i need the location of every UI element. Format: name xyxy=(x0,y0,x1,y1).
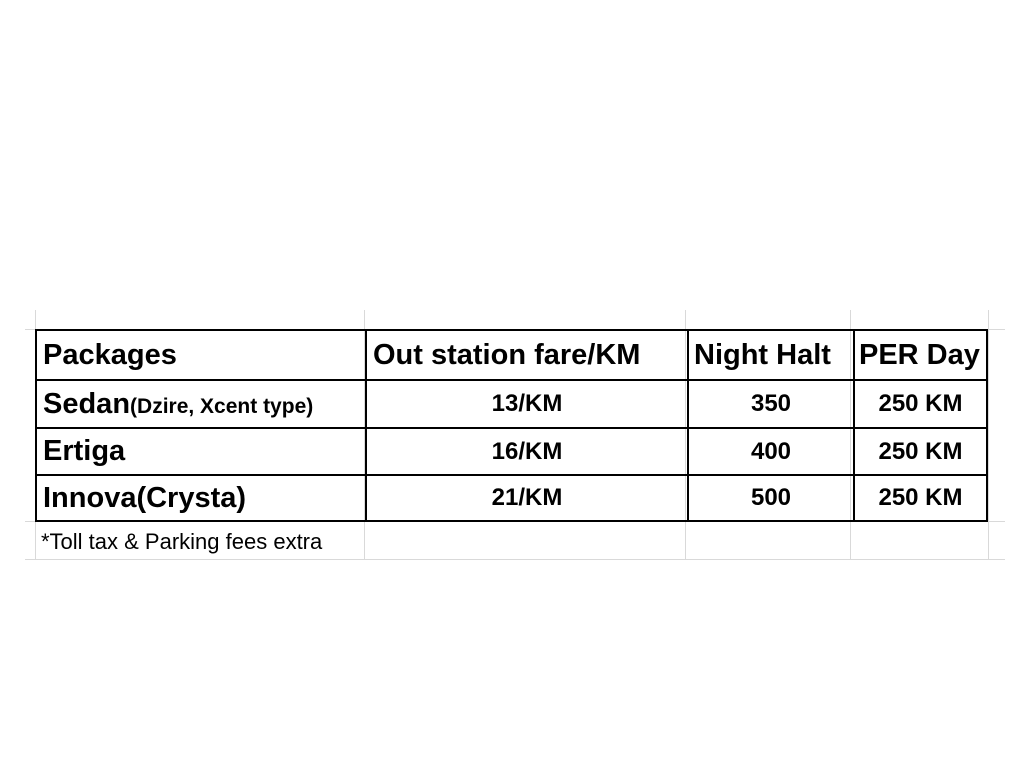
package-name: Innova(Crysta) xyxy=(43,481,247,514)
table-row xyxy=(37,474,986,520)
package-name: Ertiga xyxy=(43,435,126,467)
toll-note[interactable]: *Toll tax & Parking fees extra xyxy=(41,529,323,554)
header-per-day[interactable]: PER Day xyxy=(853,331,986,379)
night-halt-cell[interactable]: 400 xyxy=(687,429,853,474)
night-halt-cell[interactable]: 500 xyxy=(687,476,853,520)
fare-cell[interactable]: 13/KM xyxy=(365,381,687,427)
package-cell[interactable] xyxy=(37,429,365,474)
per-day-cell[interactable]: 250 KM xyxy=(853,381,986,427)
table-row xyxy=(37,427,986,474)
table-row xyxy=(37,379,986,427)
night-halt-cell[interactable]: 350 xyxy=(687,381,853,427)
per-day-cell[interactable]: 250 KM xyxy=(853,429,986,474)
table-header-row xyxy=(37,331,986,379)
package-cell[interactable] xyxy=(37,476,365,520)
gridline xyxy=(25,559,1005,560)
fare-table xyxy=(35,329,988,522)
package-detail: (Dzire, Xcent type) xyxy=(130,395,314,418)
fare-cell[interactable]: 16/KM xyxy=(365,429,687,474)
header-out-station-fare[interactable]: Out station fare/KM xyxy=(365,331,687,379)
header-packages[interactable]: Packages xyxy=(43,338,177,371)
gridline xyxy=(988,310,989,560)
package-name: Sedan xyxy=(43,387,131,420)
package-cell[interactable] xyxy=(37,381,365,427)
fare-cell[interactable]: 21/KM xyxy=(365,476,687,520)
header-night-halt[interactable]: Night Halt xyxy=(687,331,853,379)
per-day-cell[interactable]: 250 KM xyxy=(853,476,986,520)
